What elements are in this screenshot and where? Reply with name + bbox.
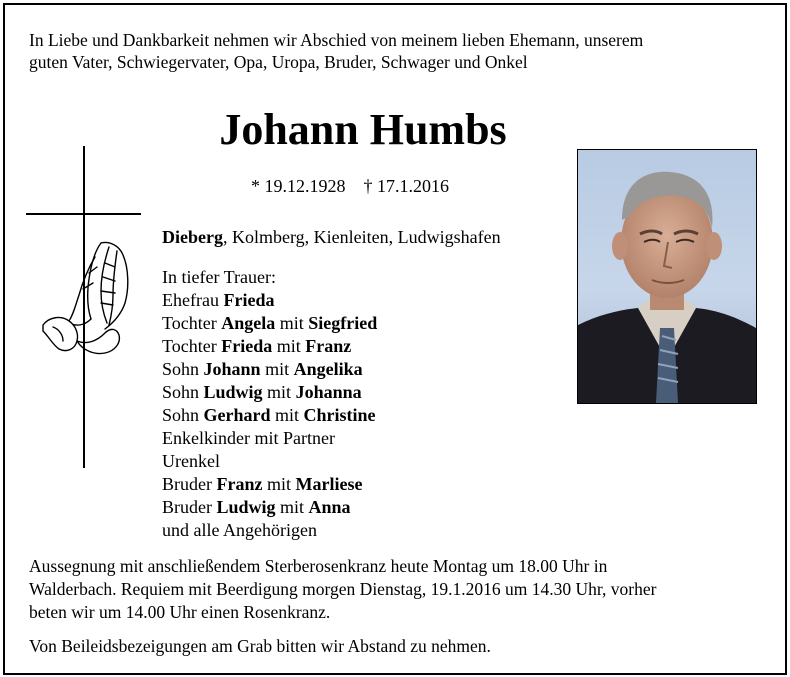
cross-bar <box>26 213 141 215</box>
mourner-row <box>162 404 377 427</box>
funeral-details <box>29 555 769 624</box>
mourner-row <box>162 427 377 450</box>
mourner-connector: mit <box>262 474 296 494</box>
mourner-row <box>162 381 377 404</box>
funeral-line: Walderbach. Requiem mit Beerdigung morgen Dienstag, 19.1.2016 um 14.30 Uhr, vorher <box>29 579 657 599</box>
mourner-relation: Urenkel <box>162 451 220 471</box>
mourner-name: Frieda <box>223 290 275 310</box>
mourner-row <box>162 496 377 519</box>
mourners-heading: In tiefer Trauer: <box>162 267 276 287</box>
intro-line: In Liebe und Dankbarkeit nehmen wir Abschied von meinem lieben Ehemann, unserem <box>29 30 644 50</box>
condolence-note: Von Beileidsbezeigungen am Grab bitten wir Abstand zu nehmen. <box>29 636 491 656</box>
mourner-name: Ludwig <box>216 497 276 517</box>
mourner-connector: mit <box>272 336 306 356</box>
mourner-connector: mit <box>275 313 309 333</box>
mourner-relation: Sohn <box>162 382 204 402</box>
mourner-partner: Johanna <box>295 382 362 402</box>
mourner-partner: Franz <box>305 336 352 356</box>
mourner-connector: mit <box>270 405 304 425</box>
place-primary: Dieberg <box>162 227 223 247</box>
places <box>162 226 501 248</box>
mourner-relation: Bruder <box>162 497 217 517</box>
mourner-relation: Sohn <box>162 359 204 379</box>
mourners-list <box>162 266 377 542</box>
mourner-relation: Enkelkinder mit Partner <box>162 428 335 448</box>
mourner-name: Johann <box>203 359 261 379</box>
mourner-connector: mit <box>260 359 294 379</box>
mourner-row <box>162 335 377 358</box>
mourner-relation: Tochter <box>162 313 222 333</box>
mourner-partner: Christine <box>303 405 376 425</box>
mourner-relation: und alle Angehörigen <box>162 520 317 540</box>
place-rest: , Kolmberg, Kienleiten, Ludwigshafen <box>222 227 501 247</box>
mourner-row <box>162 473 377 496</box>
life-dates <box>251 175 449 197</box>
mourner-row <box>162 358 377 381</box>
mourner-row <box>162 312 377 335</box>
intro-text <box>29 29 769 73</box>
mourner-partner: Anna <box>308 497 351 517</box>
mourner-connector: mit <box>262 382 296 402</box>
mourner-name: Franz <box>216 474 263 494</box>
portrait-photo <box>577 149 757 404</box>
funeral-line: beten wir um 14.00 Uhr einen Rosenkranz. <box>29 602 331 622</box>
funeral-line: Aussegnung mit anschließendem Sterberosenkranz heute Montag um 18.00 Uhr in <box>29 556 608 576</box>
mourner-partner: Marliese <box>295 474 363 494</box>
mourner-relation: Tochter <box>162 336 222 356</box>
praying-hands-icon <box>39 237 131 355</box>
deceased-name: Johann Humbs <box>219 105 507 154</box>
mourner-row <box>162 289 377 312</box>
portrait-figure <box>578 150 756 403</box>
mourner-name: Frieda <box>221 336 273 356</box>
obituary-notice <box>3 3 787 675</box>
mourner-relation: Sohn <box>162 405 204 425</box>
mourner-name: Angela <box>221 313 276 333</box>
mourner-name: Gerhard <box>203 405 271 425</box>
mourner-relation: Bruder <box>162 474 217 494</box>
mourner-row <box>162 450 377 473</box>
mourner-connector: mit <box>275 497 309 517</box>
mourner-partner: Angelika <box>293 359 363 379</box>
death-date: † 17.1.2016 <box>363 176 449 196</box>
birth-date: * 19.12.1928 <box>251 176 346 196</box>
mourner-relation: Ehefrau <box>162 290 224 310</box>
intro-line: guten Vater, Schwiegervater, Opa, Uropa, Bruder, Schwager und Onkel <box>29 52 528 72</box>
mourner-name: Ludwig <box>203 382 263 402</box>
mourner-row <box>162 519 377 542</box>
mourner-partner: Siegfried <box>308 313 378 333</box>
